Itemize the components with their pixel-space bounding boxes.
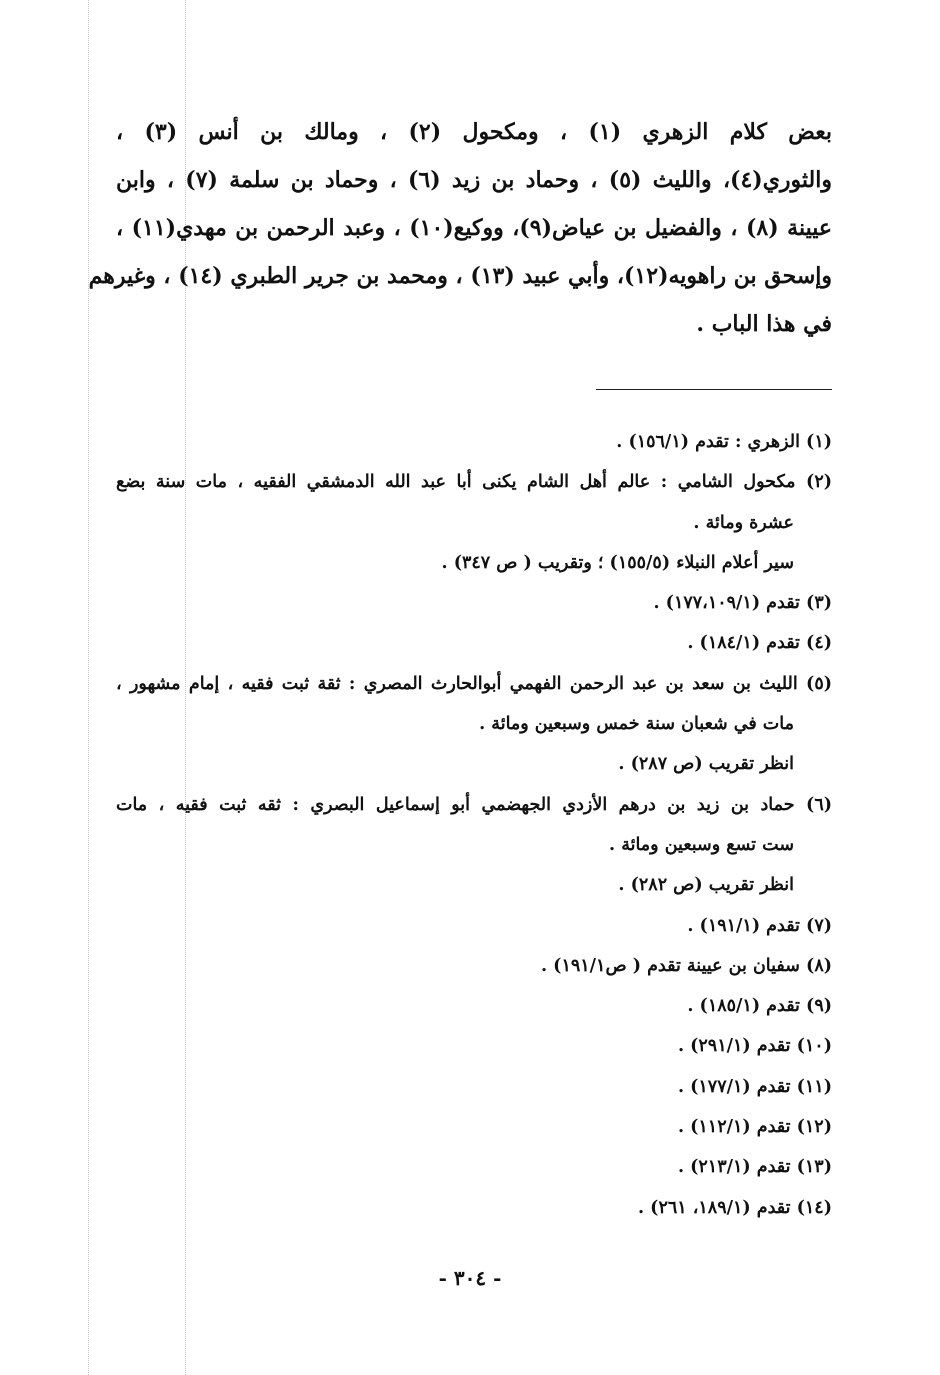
footnote-line: (٥) الليث بن سعد بن عبد الرحمن الفهمي أبوالحارث المصري : ثقة ثبت فقيه ، إمام مشهور ، — [116, 673, 832, 694]
main-paragraph — [88, 108, 833, 348]
footnote-line: انظر تقريب (ص ٢٨٢) . — [618, 875, 794, 896]
page-number: - ٣٠٤ - — [438, 1266, 502, 1290]
footnote-line: مات في شعبان سنة خمس وسبعين ومائة . — [479, 714, 794, 735]
footnote-line: ست تسع وسبعين ومائة . — [609, 834, 794, 855]
footnote-line: عشرة ومائة . — [693, 512, 794, 533]
footnote-line: سير أعلام النبلاء (١٥٥/٥) ؛ وتقريب ( ص ٣٤٧) . — [441, 552, 794, 573]
footnote-line: (١١) تقدم (١٧٧/١) . — [677, 1076, 832, 1097]
footnote-line: (٩) تقدم (١٨٥/١) . — [687, 996, 832, 1017]
footnote-line: (١٣) تقدم (٢١٣/١) . — [677, 1157, 832, 1178]
scan-dotted-line — [88, 0, 89, 1375]
paragraph-line: في هذا الباب . — [696, 311, 832, 337]
footnote-line: (١٠) تقدم (٢٩١/١) . — [677, 1036, 832, 1057]
paragraph-line: والثوري(٤)، والليث (٥) ، وحماد بن زيد (٦) ، وحماد بن سلمة (٧) ، وابن — [116, 167, 832, 193]
footnote-line: (٤) تقدم (١٨٤/١) . — [687, 633, 832, 654]
footnote-line: (٨) سفيان بن عيينة تقدم ( ص١٩١/١) . — [540, 955, 832, 976]
paragraph-line: بعض كلام الزهري (١) ، ومكحول (٢) ، ومالك بن أنس (٣) ، — [116, 119, 832, 145]
footnote-line: انظر تقريب (ص ٢٨٧) . — [618, 754, 794, 775]
footnote-line: (١) الزهري : تقدم (١٥٦/١) . — [616, 432, 832, 452]
footnote-line: (٢) مكحول الشامي : عالم أهل الشام يكنى أبا عبد الله الدمشقي الفقيه ، مات سنة بضع — [116, 472, 832, 493]
footnote-line: (٧) تقدم (١٩١/١) . — [687, 915, 832, 936]
footnotes — [116, 422, 832, 1228]
footnote-line: (٦) حماد بن زيد بن درهم الأزدي الجهضمي أبو إسماعيل البصري : ثقه ثبت فقيه ، مات — [116, 794, 832, 815]
footnote-separator — [596, 389, 832, 390]
footnote-line: (١٢) تقدم (١١٢/١) . — [677, 1117, 832, 1138]
paragraph-line: وإسحق بن راهويه(١٢)، وأبي عبيد (١٣) ، ومحمد بن جرير الطبري (١٤) ، وغيرهم — [88, 263, 832, 289]
footnote-line: (٣) تقدم (١٧٧،١٠٩/١) . — [653, 593, 832, 614]
footnote-line: (١٤) تقدم (١٨٩/١، ٢٦١) . — [637, 1197, 832, 1218]
paragraph-line: عيينة (٨) ، والفضيل بن عياض(٩)، ووكيع(١٠) ، وعبد الرحمن بن مهدي(١١) ، — [116, 215, 833, 241]
